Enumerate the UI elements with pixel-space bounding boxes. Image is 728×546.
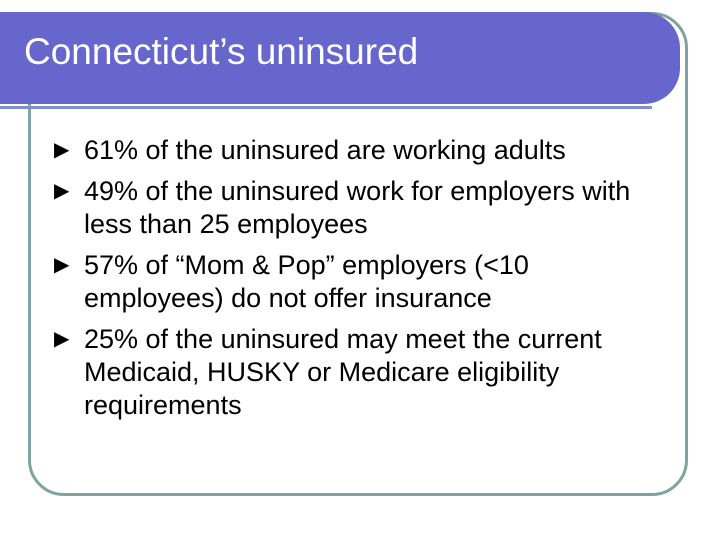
bullet-list xyxy=(48,134,668,430)
bullet-item xyxy=(48,323,668,422)
title-divider xyxy=(0,106,652,109)
bullet-item xyxy=(48,249,668,315)
bullet-text: 49% of the uninsured work for employers with less than 25 employees xyxy=(84,176,631,239)
triangle-bullet-icon: ▶ xyxy=(54,328,70,350)
triangle-bullet-icon: ▶ xyxy=(54,139,70,161)
slide-title: Connecticut’s uninsured xyxy=(24,31,419,72)
bullet-item xyxy=(48,134,668,167)
bullet-text: 57% of “Mom & Pop” employers (<10 employees) do not offer insurance xyxy=(84,250,529,313)
bullet-item xyxy=(48,175,668,241)
bullet-text: 25% of the uninsured may meet the current Medicaid, HUSKY or Medicare eligibility requirements xyxy=(84,324,602,420)
triangle-bullet-icon: ▶ xyxy=(54,254,70,276)
triangle-bullet-icon: ▶ xyxy=(54,180,70,202)
bullet-text: 61% of the uninsured are working adults xyxy=(84,135,566,165)
